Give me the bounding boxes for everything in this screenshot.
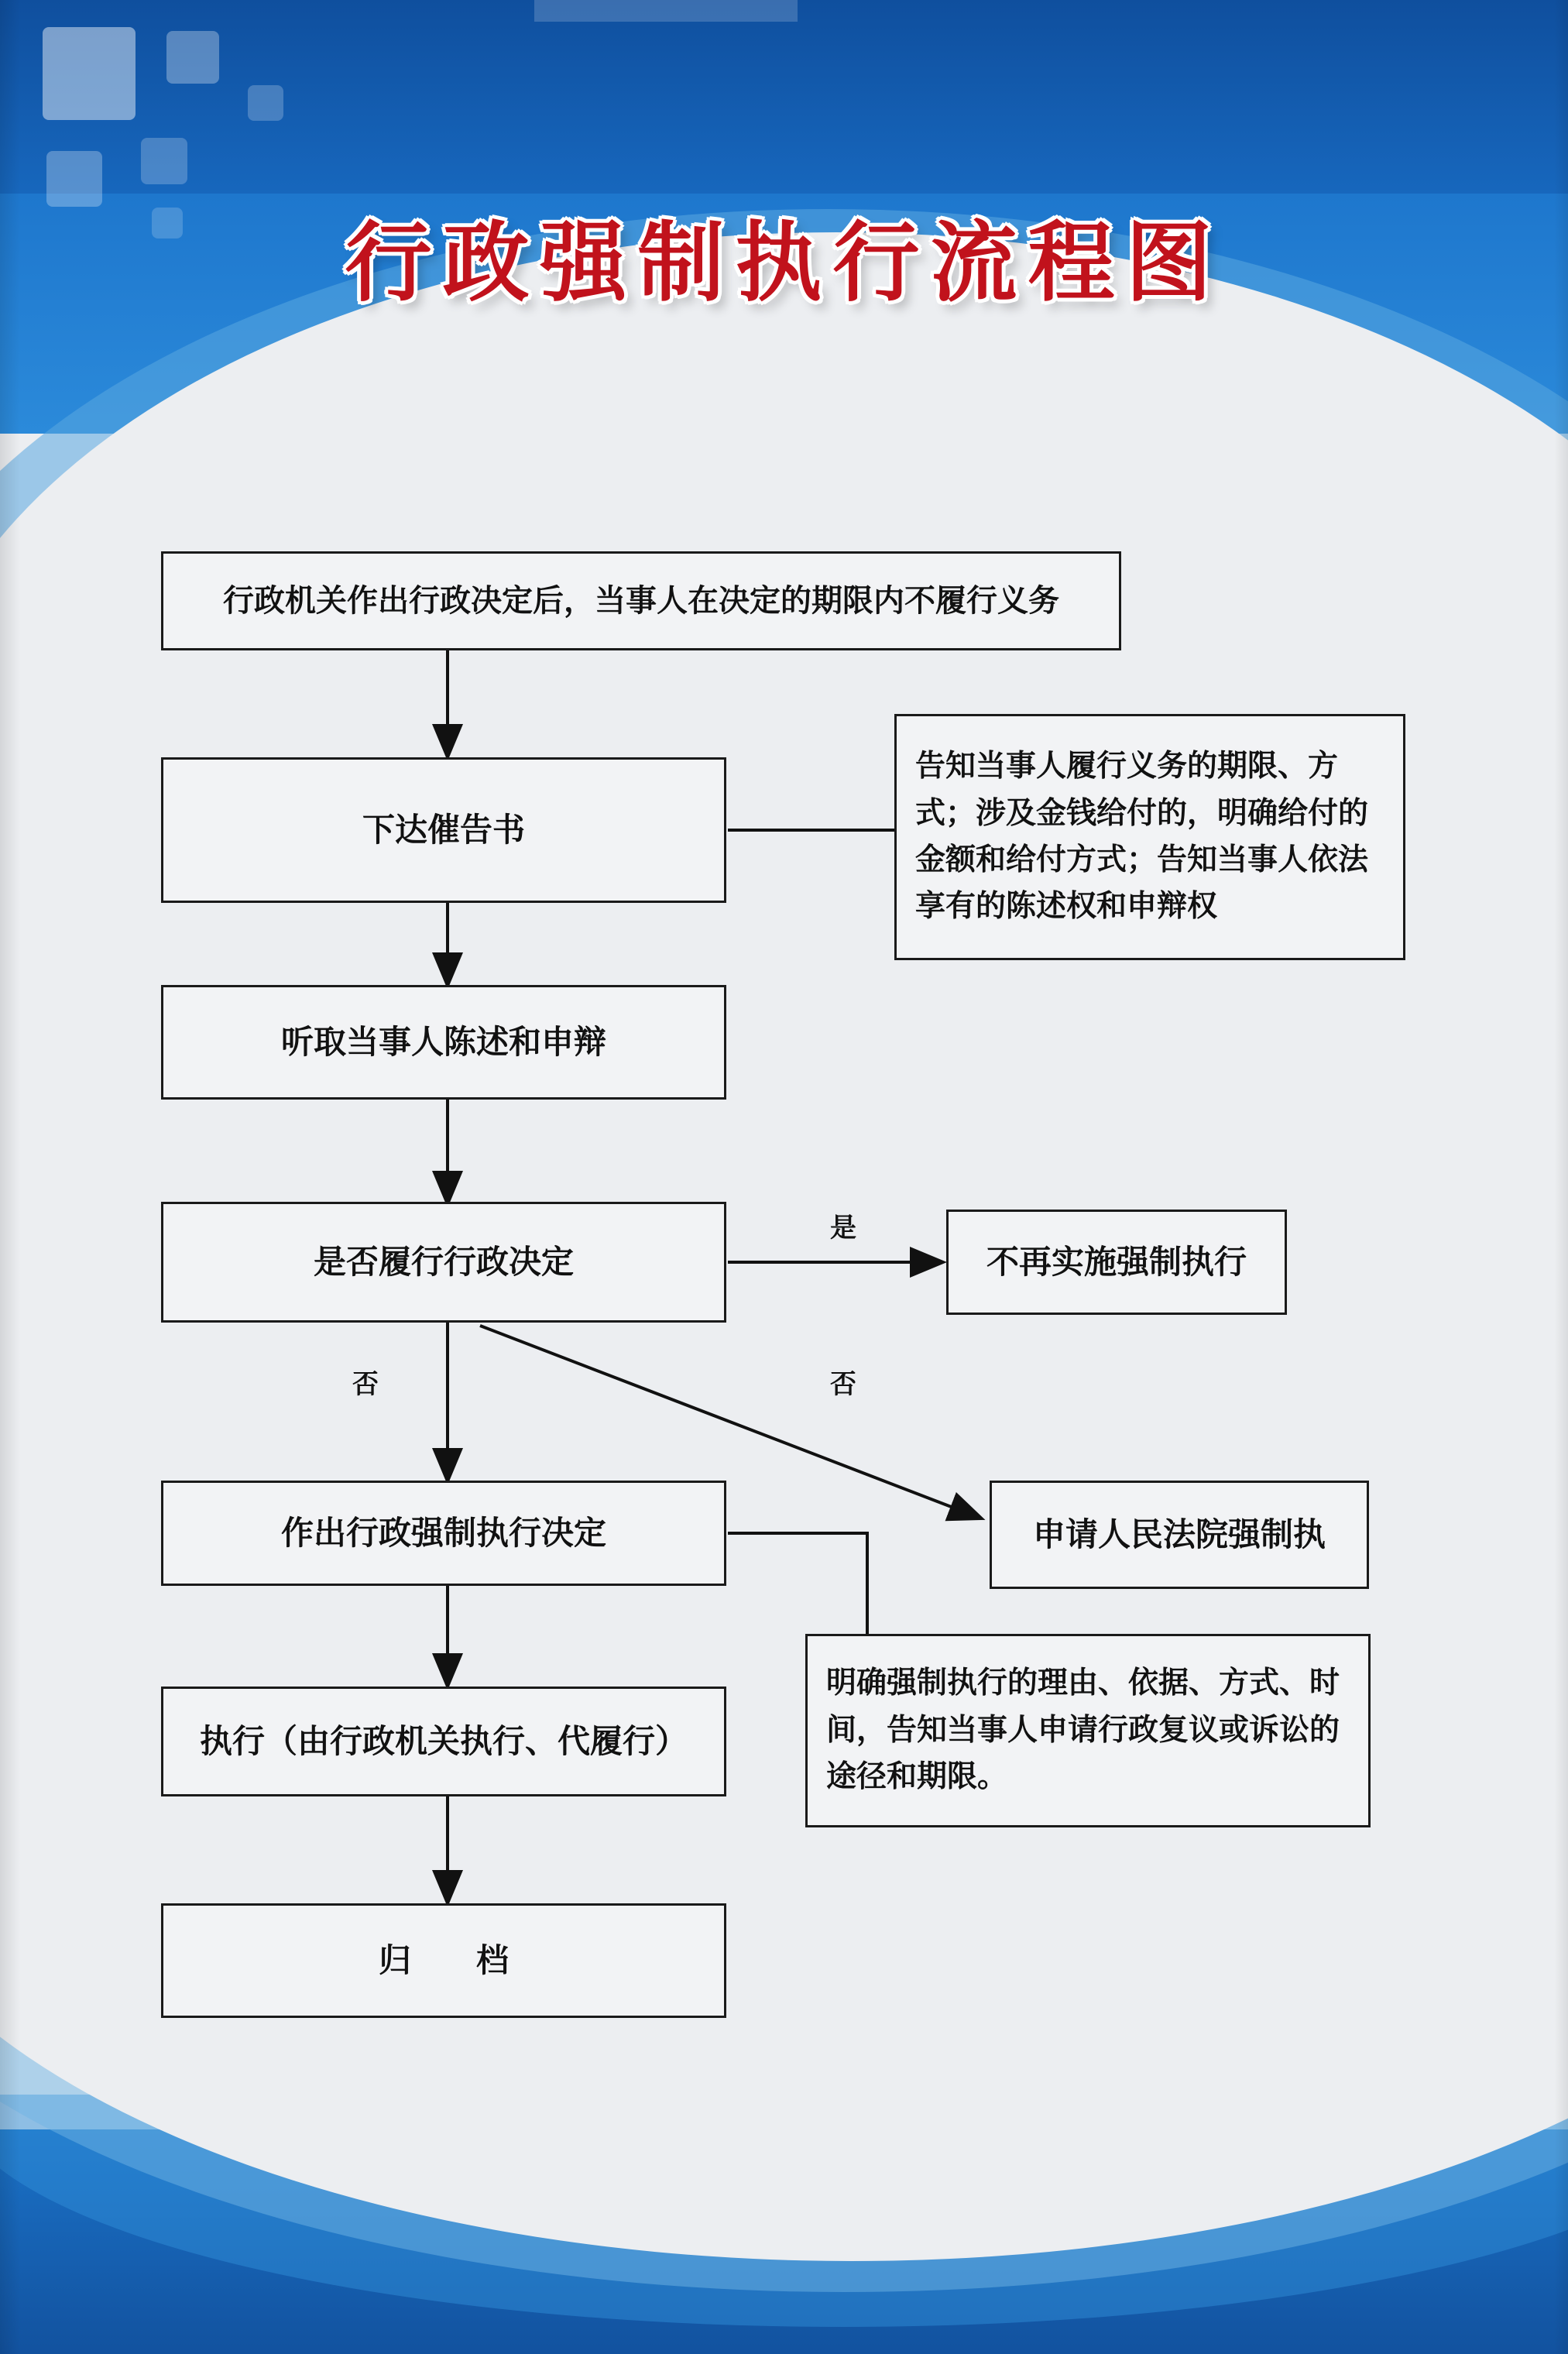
edge-label-no-left (352, 1363, 379, 1401)
node-label: 告知当事人履行义务的期限、方式；涉及金钱给付的，明确给付的金额和给付方式；告知当事人依法享有的陈述权和申辩权 (915, 749, 1369, 925)
node-archive (161, 1903, 726, 2018)
node-apply-court (990, 1481, 1369, 1589)
node-label: 归 档 (378, 1941, 509, 1980)
node-decision-comply (161, 1202, 726, 1323)
node-label: 申请人民法院强制执 (1032, 1515, 1326, 1554)
edge-label-text: 是 (830, 1213, 856, 1244)
node-label: 不再实施强制执行 (986, 1243, 1247, 1282)
node-issue-notice (161, 757, 726, 903)
node-label: 下达催告书 (362, 811, 525, 849)
page-title: 行政强制执行流程图 (345, 213, 1223, 314)
node-enforcement-decision (161, 1481, 726, 1586)
node-notice-description (894, 714, 1405, 960)
edge-label-no-right (830, 1363, 856, 1401)
node-label: 作出行政强制执行决定 (280, 1514, 606, 1553)
node-label: 听取当事人陈述和申辩 (280, 1023, 606, 1062)
edge-label-text: 否 (830, 1369, 856, 1400)
node-label: 明确强制执行的理由、依据、方式、时间，告知当事人申请行政复议或诉讼的途径和期限。 (826, 1666, 1340, 1795)
node-label: 是否履行行政决定 (313, 1243, 574, 1282)
edge-label-yes (830, 1206, 856, 1244)
node-enforcement-description (805, 1634, 1371, 1827)
node-execute (161, 1687, 726, 1796)
node-no-enforcement (946, 1210, 1287, 1315)
node-label: 行政机关作出行政决定后，当事人在决定的期限内不履行义务 (223, 583, 1059, 619)
node-label: 执行（由行政机关执行、代履行） (199, 1722, 688, 1761)
edge-label-text: 否 (352, 1369, 379, 1400)
node-hearing (161, 985, 726, 1100)
node-start (161, 551, 1121, 650)
